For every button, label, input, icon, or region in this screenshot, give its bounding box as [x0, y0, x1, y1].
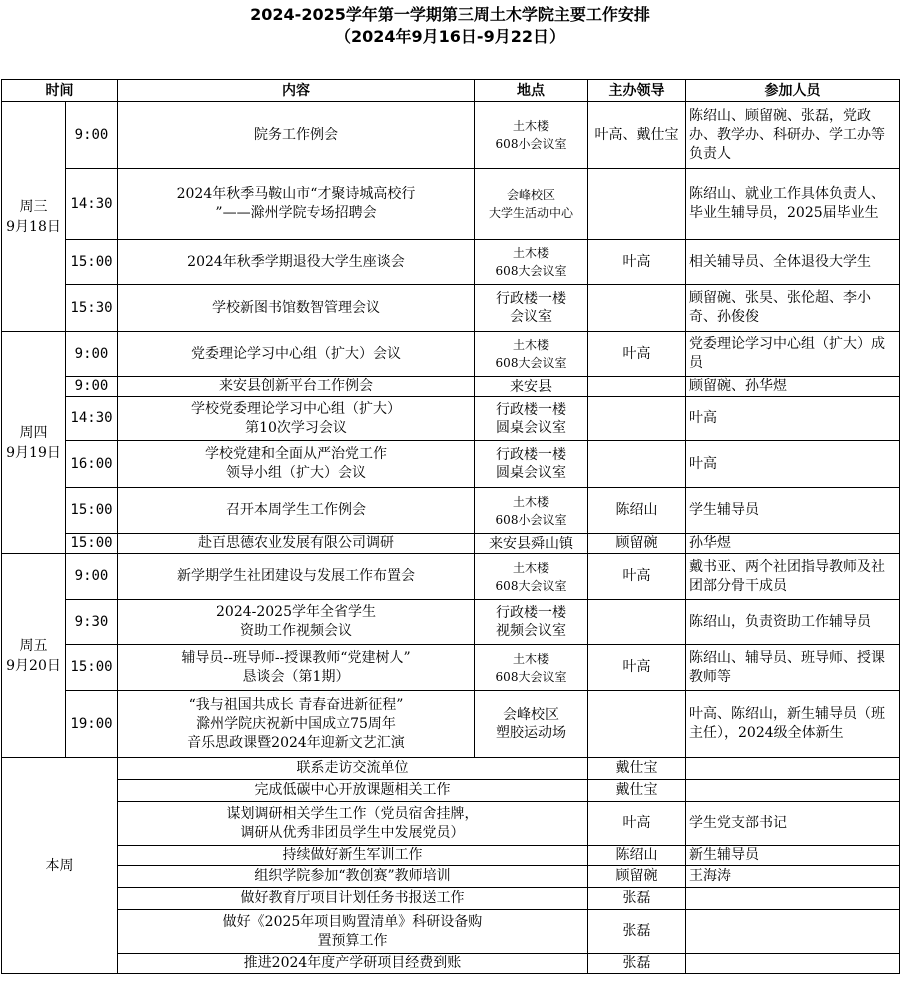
attendees-cell	[686, 780, 900, 802]
content-line: 推进2024年度产学研项目经费到账	[243, 955, 462, 971]
table-row	[2, 169, 900, 240]
attendees-cell: 叶高	[686, 397, 900, 441]
attendees-cell: 叶高	[686, 441, 900, 488]
place-cell	[475, 397, 588, 441]
column-header-content: 内容	[118, 80, 475, 102]
place-cell	[475, 102, 588, 169]
table-row	[2, 846, 900, 866]
place-cell	[475, 441, 588, 488]
table-row	[2, 758, 900, 780]
attendees-cell: 陈绍山、就业工作具体负责人、毕业生辅导员，2025届毕业生	[686, 169, 900, 240]
attendees-cell	[686, 954, 900, 974]
place-line: 视频会议室	[496, 623, 566, 639]
content-line: 来安县创新平台工作例会	[219, 378, 373, 394]
day-label: 9月18日	[6, 218, 61, 235]
content-line: 持续做好新生军训工作	[282, 847, 423, 863]
place-line: 土木楼	[512, 560, 549, 575]
column-header-place: 地点	[475, 80, 588, 102]
time-cell: 15:00	[66, 488, 118, 534]
table-row	[2, 534, 900, 554]
day-label: 周五	[19, 637, 48, 654]
content-line: 院务工作例会	[254, 126, 338, 143]
content-cell	[118, 377, 475, 397]
place-line: 圆桌会议室	[496, 419, 566, 436]
content-cell	[118, 758, 588, 780]
leader-cell: 顾留碗	[588, 534, 686, 554]
place-cell	[475, 488, 588, 534]
place-line: 行政楼一楼	[496, 447, 566, 463]
leader-cell	[588, 397, 686, 441]
content-cell	[118, 102, 475, 169]
page-subtitle: （2024年9月16日-9月22日）	[335, 27, 565, 46]
content-cell	[118, 780, 588, 802]
content-cell	[118, 169, 475, 240]
time-cell: 9:00	[66, 332, 118, 377]
content-line: 完成低碳中心开放课题相关工作	[254, 782, 451, 798]
content-line: 学校新图书馆数智管理会议	[212, 299, 380, 316]
content-cell	[118, 397, 475, 441]
content-cell	[118, 488, 475, 534]
place-cell	[475, 169, 588, 240]
place-line: 来安县	[510, 378, 552, 395]
place-line: 土木楼	[512, 119, 549, 133]
leader-cell: 叶高	[588, 332, 686, 377]
time-cell: 15:30	[66, 285, 118, 332]
content-cell	[118, 954, 588, 974]
content-cell	[118, 534, 475, 554]
table-row	[2, 332, 900, 377]
content-cell	[118, 802, 588, 846]
place-line: 来安县舜山镇	[489, 535, 573, 552]
content-line: 召开本周学生工作例会	[226, 502, 366, 518]
attendees-cell	[686, 888, 900, 910]
place-line: 608大会议室	[495, 356, 567, 370]
attendees-cell: 陈绍山，负责资助工作辅导员	[686, 600, 900, 645]
leader-cell	[588, 691, 686, 758]
content-line: 做好《2025年项目购置清单》科研设备购	[222, 913, 483, 930]
attendees-cell: 孙华煜	[686, 534, 900, 554]
place-cell	[475, 645, 588, 691]
time-cell: 14:30	[66, 397, 118, 441]
content-line: 置预算工作	[317, 932, 388, 949]
time-cell: 15:00	[66, 534, 118, 554]
place-line: 会峰校区	[506, 188, 555, 202]
attendees-cell: 学生党支部书记	[686, 802, 900, 846]
table-row	[2, 802, 900, 846]
content-line: 2024-2025学年全省学生	[216, 604, 376, 620]
attendees-cell: 学生辅导员	[686, 488, 900, 534]
leader-cell	[588, 169, 686, 240]
leader-cell	[588, 441, 686, 488]
leader-cell: 戴仕宝	[588, 780, 686, 802]
content-line: “我与祖国共成长 青春奋进新征程”	[188, 696, 404, 713]
table-row	[2, 554, 900, 600]
time-cell: 9:00	[66, 377, 118, 397]
place-cell	[475, 377, 588, 397]
table-row	[2, 910, 900, 954]
content-cell	[118, 691, 475, 758]
content-line: 调研从优秀非团员学生中发展党员）	[240, 824, 465, 841]
table-row	[2, 102, 900, 169]
time-cell: 9:00	[66, 102, 118, 169]
place-line: 608大会议室	[495, 578, 567, 593]
content-line: 党委理论学习中心组（扩大）会议	[191, 345, 401, 362]
schedule-body	[2, 102, 900, 974]
table-row	[2, 377, 900, 397]
place-line: 会议室	[510, 309, 552, 325]
content-line: 音乐思政课暨2024年迎新文艺汇演	[187, 734, 405, 751]
place-line: 行政楼一楼	[496, 401, 566, 418]
table-row	[2, 866, 900, 888]
header-row	[2, 80, 900, 102]
attendees-cell	[686, 758, 900, 780]
column-header-leader: 主办领导	[588, 80, 686, 102]
content-line: 2024年秋季马鞍山市“才聚诗城高校行	[176, 186, 416, 202]
leader-cell: 陈绍山	[588, 488, 686, 534]
place-line: 土木楼	[512, 246, 549, 260]
table-row	[2, 397, 900, 441]
content-cell	[118, 866, 588, 888]
time-cell: 16:00	[66, 441, 118, 488]
content-line: 联系走访交流单位	[296, 760, 409, 776]
attendees-cell: 王海涛	[686, 866, 900, 888]
content-line: 恳谈会（第1期）	[242, 668, 350, 685]
table-row	[2, 780, 900, 802]
attendees-cell: 党委理论学习中心组（扩大）成员	[686, 332, 900, 377]
table-row	[2, 888, 900, 910]
content-line: 领导小组（扩大）会议	[226, 465, 366, 481]
leader-cell: 张磊	[588, 910, 686, 954]
leader-cell: 张磊	[588, 954, 686, 974]
attendees-cell: 叶高、陈绍山，新生辅导员（班主任），2024级全体新生	[686, 691, 900, 758]
place-cell	[475, 285, 588, 332]
place-line: 大学生活动中心	[488, 206, 573, 220]
content-line: 学校党建和全面从严治党工作	[205, 446, 387, 462]
place-cell	[475, 534, 588, 554]
leader-cell: 顾留碗	[588, 866, 686, 888]
place-line: 行政楼一楼	[496, 291, 566, 307]
time-cell: 15:00	[66, 645, 118, 691]
column-header-time: 时间	[2, 80, 118, 102]
content-cell	[118, 600, 475, 645]
content-line: 第10次学习会议	[245, 419, 347, 436]
place-line: 土木楼	[512, 338, 549, 352]
leader-cell	[588, 600, 686, 645]
content-cell	[118, 285, 475, 332]
time-cell: 9:00	[66, 554, 118, 600]
place-line: 行政楼一楼	[496, 605, 566, 621]
leader-cell: 张磊	[588, 888, 686, 910]
place-line: 608小会议室	[495, 512, 567, 527]
schedule-table	[1, 79, 900, 974]
content-line: 辅导员--班导师--授课教师“党建树人”	[181, 649, 411, 666]
content-line: 做好教育厅项目计划任务书报送工作	[240, 890, 465, 906]
place-line: 土木楼	[512, 651, 549, 666]
leader-cell	[588, 377, 686, 397]
attendees-cell: 戴书亚、两个社团指导教师及社团部分骨干成员	[686, 554, 900, 600]
content-line: 资助工作视频会议	[240, 623, 352, 639]
leader-cell: 叶高	[588, 240, 686, 285]
content-line: 赴百思德农业发展有限公司调研	[198, 535, 394, 551]
place-line: 土木楼	[512, 494, 549, 509]
attendees-cell: 新生辅导员	[686, 846, 900, 866]
content-line: 学校党委理论学习中心组（扩大）	[191, 400, 401, 417]
day-cell	[2, 332, 66, 554]
content-line: 滁州学院庆祝新中国成立75周年	[196, 715, 396, 732]
place-line: 圆桌会议室	[496, 465, 566, 481]
content-line: ”——滁州学院专场招聘会	[215, 205, 377, 221]
time-cell: 19:00	[66, 691, 118, 758]
content-line: 2024年秋季学期退役大学生座谈会	[187, 253, 405, 270]
title-block	[0, 4, 900, 48]
leader-cell: 陈绍山	[588, 846, 686, 866]
day-label: 9月20日	[6, 657, 61, 674]
leader-cell: 叶高、戴仕宝	[588, 102, 686, 169]
place-cell	[475, 554, 588, 600]
attendees-cell: 相关辅导员、全体退役大学生	[686, 240, 900, 285]
attendees-cell	[686, 910, 900, 954]
place-line: 会峰校区	[503, 707, 559, 723]
attendees-cell: 陈绍山、顾留碗、张磊，党政办、教学办、科研办、学工办等负责人	[686, 102, 900, 169]
content-cell	[118, 888, 588, 910]
place-cell	[475, 240, 588, 285]
content-line: 谋划调研相关学生工作（党员宿舍挂牌，	[226, 805, 479, 822]
content-cell	[118, 910, 588, 954]
day-label: 周三	[19, 198, 48, 215]
day-cell	[2, 102, 66, 332]
time-cell: 9:30	[66, 600, 118, 645]
leader-cell: 叶高	[588, 802, 686, 846]
table-row	[2, 441, 900, 488]
content-line: 新学期学生社团建设与发展工作布置会	[177, 568, 415, 584]
day-label: 9月19日	[6, 444, 61, 461]
table-row	[2, 645, 900, 691]
place-cell	[475, 332, 588, 377]
content-line: 组织学院参加“教创赛”教师培训	[254, 868, 451, 884]
place-line: 608大会议室	[495, 264, 567, 278]
day-label: 周四	[19, 424, 48, 441]
attendees-cell: 陈绍山、辅导员、班导师、授课教师等	[686, 645, 900, 691]
place-line: 608小会议室	[495, 137, 567, 151]
week-label-cell: 本周	[2, 758, 118, 974]
leader-cell: 叶高	[588, 554, 686, 600]
leader-cell: 叶高	[588, 645, 686, 691]
time-cell: 15:00	[66, 240, 118, 285]
table-row	[2, 954, 900, 974]
content-cell	[118, 846, 588, 866]
leader-cell: 戴仕宝	[588, 758, 686, 780]
time-cell: 14:30	[66, 169, 118, 240]
table-row	[2, 691, 900, 758]
day-cell	[2, 554, 66, 758]
content-cell	[118, 332, 475, 377]
page-title: 2024-2025学年第一学期第三周土木学院主要工作安排	[250, 5, 650, 24]
column-header-attendees: 参加人员	[686, 80, 900, 102]
place-line: 塑胶运动场	[496, 725, 566, 741]
content-cell	[118, 554, 475, 600]
content-cell	[118, 240, 475, 285]
table-row	[2, 240, 900, 285]
leader-cell	[588, 285, 686, 332]
content-cell	[118, 441, 475, 488]
table-row	[2, 285, 900, 332]
place-cell	[475, 691, 588, 758]
table-row	[2, 488, 900, 534]
content-cell	[118, 645, 475, 691]
table-row	[2, 600, 900, 645]
place-cell	[475, 600, 588, 645]
attendees-cell: 顾留碗、张昊、张伦超、李小奇、孙俊俊	[686, 285, 900, 332]
place-line: 608大会议室	[495, 669, 567, 684]
attendees-cell: 顾留碗、孙华煜	[686, 377, 900, 397]
